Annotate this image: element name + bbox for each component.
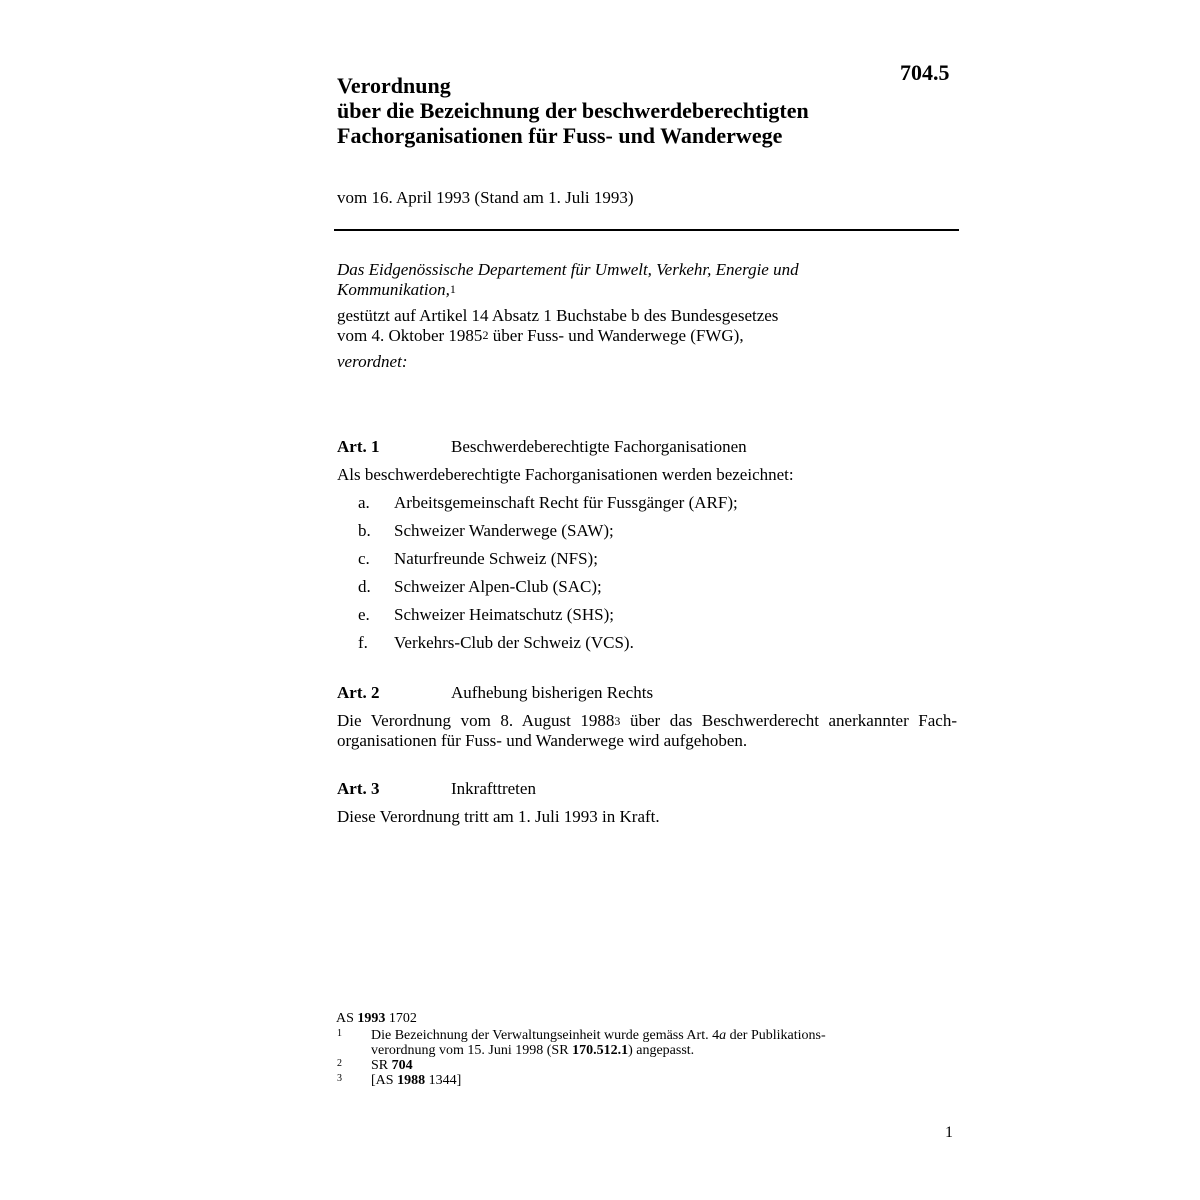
basis-line: vom 4. Oktober 1985 [337,326,483,345]
footnote [336,1073,826,1088]
footnote-text: a [719,1028,727,1043]
list-item [337,521,738,549]
as-prefix: AS [336,1011,358,1026]
article-number: Art. 3 [337,779,380,798]
title-line: Fachorganisationen für Fuss- und Wanderwege [337,123,783,148]
as-year: 1993 [357,1011,386,1026]
footnote-text: Die Bezeichnung der Verwaltungseinheit wurde gemäss Art. 4 [371,1028,720,1043]
article-heading [337,683,653,703]
list-item [337,633,738,661]
article-text: über das Beschwerderecht anerkannter Fach-organisationen für Fuss- und Wanderwege wird aufgehoben. [337,711,957,750]
footnote-text: 1344] [425,1073,462,1088]
list-item [337,577,738,605]
footnote-sr-link[interactable]: 704 [391,1058,413,1073]
footnote-text: ) angepasst. [628,1043,695,1058]
footnote [336,1058,826,1073]
footnote-ref[interactable]: 3 [614,714,621,728]
footnote-number: 3 [337,1073,342,1084]
article-text: Die Verordnung vom 8. August 1988 [337,711,615,730]
article-title: Aufhebung bisherigen Rechts [451,683,654,702]
legal-basis [337,306,778,346]
organisation-list [337,493,738,661]
footnote-text: [AS [371,1073,398,1088]
footnote-ref[interactable]: 1 [449,282,456,296]
article-title: Inkrafttreten [451,779,536,798]
basis-line: gestützt auf Artikel 14 Absatz 1 Buchstabe b des Bundesgesetzes [337,306,779,325]
list-letter: c. [358,549,370,568]
article-title: Beschwerdeberechtigte Fachorganisationen [451,437,747,456]
official-collection-ref [336,1011,826,1026]
sr-number: 704.5 [900,60,950,85]
list-text: Schweizer Alpen-Club (SAC); [394,577,602,596]
article-heading [337,437,747,457]
issuing-department [337,260,799,300]
footnote-as-ref: 1988 [397,1073,426,1088]
list-text: Verkehrs-Club der Schweiz (VCS). [394,633,634,652]
footnote [336,1028,826,1058]
article-body: Diese Verordnung tritt am 1. Juli 1993 in Kraft. [337,807,660,826]
list-letter: e. [358,605,370,624]
date-line: vom 16. April 1993 (Stand am 1. Juli 1993) [337,188,634,207]
list-item [337,493,738,521]
page-number: 1 [945,1124,953,1141]
list-item [337,549,738,577]
footnote-text: verordnung vom 15. Juni 1998 (SR [371,1043,573,1058]
footnote-text: SR [371,1058,392,1073]
article-number: Art. 1 [337,437,380,456]
article-intro: Als beschwerdeberechtigte Fachorganisationen werden bezeichnet: [337,465,794,484]
department-line: Das Eidgenössische Departement für Umwelt, Verkehr, Energie und [337,260,799,279]
list-letter: f. [358,633,368,652]
footnote-text: der Publikations- [726,1028,826,1043]
list-text: Schweizer Heimatschutz (SHS); [394,605,614,624]
list-text: Naturfreunde Schweiz (NFS); [394,549,598,568]
document-title [337,73,809,148]
list-text: Arbeitsgemeinschaft Recht für Fussgänger (ARF); [394,493,738,512]
list-letter: d. [358,577,371,596]
article-body [337,711,957,751]
department-line: Kommunikation, [337,280,450,299]
title-line: Verordnung [337,73,451,98]
as-page: 1702 [385,1011,417,1026]
footnote-number: 2 [337,1058,342,1069]
title-line: über die Bezeichnung der beschwerdeberechtigten [337,98,809,123]
article-heading [337,779,536,799]
list-item [337,605,738,633]
list-text: Schweizer Wanderwege (SAW); [394,521,614,540]
list-letter: a. [358,493,370,512]
enacting-word: verordnet: [337,352,408,371]
list-letter: b. [358,521,371,540]
footnote-number: 1 [337,1028,342,1039]
footnotes [336,1011,826,1088]
basis-line: über Fuss- und Wanderwege (FWG), [488,326,744,345]
header-divider [334,229,959,231]
footnote-sr-link[interactable]: 170.512.1 [572,1043,629,1058]
footnote-ref[interactable]: 2 [482,328,489,342]
article-number: Art. 2 [337,683,380,702]
